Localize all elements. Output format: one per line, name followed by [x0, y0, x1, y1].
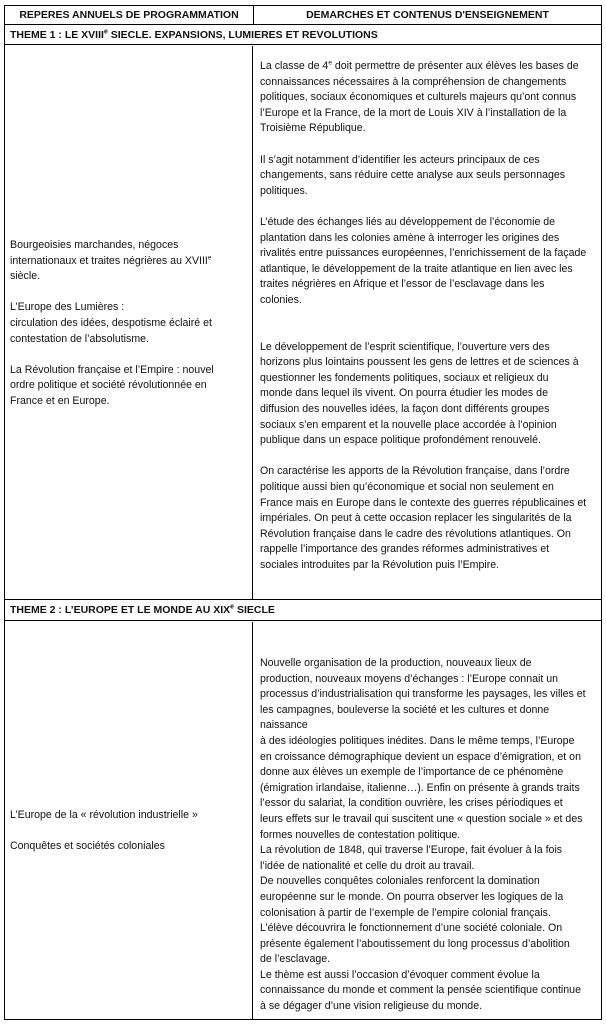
- theme2-demarches-text: Nouvelle organisation de la production, nouveaux lieux de production, nouveaux moyens d’échanges : l’Europe connait un processus d’industrialisation qui transforme les paysages, les villes et les campagnes, bouleverse la société et les cultures et donne naissance à des idéologies politiques inédites. Dans le même temps, l’Europe en croissance démographique devient un espace d’émigration, et on donne aux élèves un exemple de l’importance de ce phénomène (émigration irlandaise, italienne…). Enfin on présente à grands traits l’essor du salariat, la condition ouvrière, les crises périodiques et leurs effets sur le travail qui suscitent une « question sociale » et des formes nouvelles de contestation politique. La révolution de 1848, qui traverse l’Europe, fait évoluer à la fois l’idée de nationalité et celle du droit au travail. De nouvelles conquêtes coloniales renforcent la domination européenne sur le monde. On pourra observer les logiques de la colonisation à partir de l’exemple de l’empire colonial français. L’élève découvrira le fonctionnement d’une société coloniale. On présente également l’aboutissement du long processus d’abolition de l’esclavage. Le thème est aussi l’occasion d’évoquer comment évolue la connaissance du monde et comment la pensée scientifique continue à se dégager d’une vision religieuse du monde.: [260, 657, 586, 1013]
- theme2-reperes-cell: [5, 622, 253, 1019]
- theme1-row: [5, 46, 601, 600]
- table-header: [5, 6, 601, 25]
- theme2-row: [5, 622, 601, 1019]
- theme1-demarches-cell: [254, 46, 601, 599]
- theme2-reperes-text: [10, 808, 250, 855]
- theme2-title: THEME 2 : L’EUROPE ET LE MONDE AU XIXe SIECLE: [5, 600, 601, 621]
- theme2-demarches-cell: [254, 622, 601, 1019]
- reperes-item-colonial: Conquêtes et sociétés coloniales: [10, 840, 165, 853]
- curriculum-table: [4, 5, 602, 1020]
- theme1-reperes-cell: [5, 46, 253, 599]
- header-col-demarches: DEMARCHES ET CONTENUS D'ENSEIGNEMENT: [306, 9, 549, 21]
- theme1-title: THEME 1 : LE XVIIIe SIECLE. EXPANSIONS, LUMIERES ET REVOLUTIONS: [5, 25, 601, 45]
- theme1-demarches-text: La classe de 4e doit permettre de présenter aux élèves les bases de connaissances nécessaires à la compréhension de changements politiques, sociaux économiques et culturels majeurs qu’ont connus l’Europe et la France, de la mort de Louis XIV à l’installation de la Troisième République. Il s’agit notamment d’identifier les acteurs principaux de ces changements, sans réduire cette analyse aux seuls personnages politiques. L’étude des échanges liés au développement de l’économie de plantation dans les colonies amène à interroger les origines des rivalités entre puissances européennes, l’enrichissement de la façade atlantique, le développement de la traite atlantique en lien avec les traites négrières en Afrique et l’essor de l’esclavage dans les colonies. Le développement de l’esprit scientifique, l’ouverture vers des horizons plus lointains poussent les gens de lettres et de sciences à questionner les fondements politiques, sociaux et religieux du monde dans lequel ils vivent. On pourra étudier les modes de diffusion des nouvelles idées, la façon dont différents groupes sociaux s’en emparent et la nouvelle place accordée à l’opinion publique dans un espace politique profondément renouvelé. On caractérise les apports de la Révolution française, dans l’ordre politique aussi bien qu’économique et social non seulement en France mais en Europe dans le contexte des guerres républicaines et impériales. On peut à cette occasion replacer les singularités de la Révolution française dans le cadre des révolutions atlantiques. On rappelle l’importance des grandes réformes administratives et sociales introduites par la Révolution puis l’Empire.: [260, 59, 587, 571]
- header-col-reperes: REPERES ANNUELS DE PROGRAMMATION: [5, 6, 254, 24]
- reperes-item-industrial-revolution: L’Europe de la « révolution industrielle »: [10, 809, 198, 821]
- theme1-reperes-text: Bourgeoisies marchandes, négoces internationaux et traites négrières au XVIIIe siècle. L’Europe des Lumières : circulation des idées, despotisme éclairé et contestation de l’absolutisme. La Révolution française et l’Empire : nouvel ordre politique et société révolutionnée en France et en Europe.: [10, 239, 214, 407]
